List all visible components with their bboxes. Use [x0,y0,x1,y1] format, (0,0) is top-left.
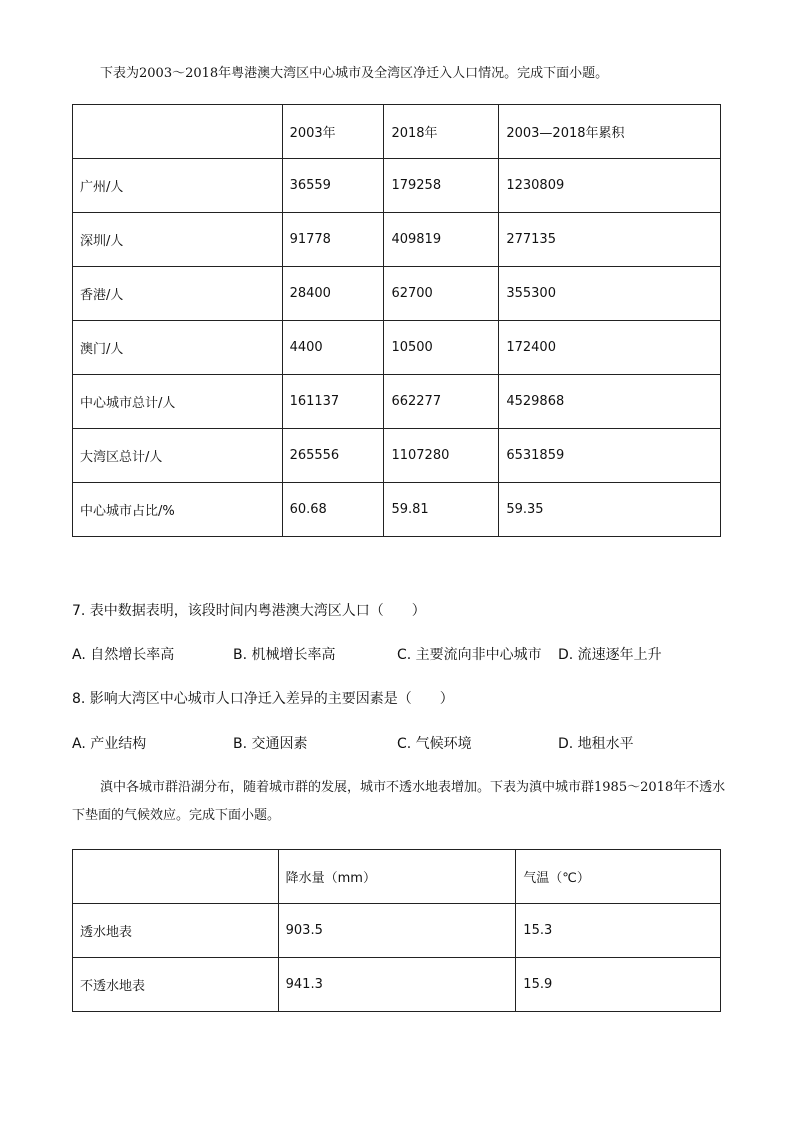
table-row [73,958,721,1012]
question-7-stem: 7. 表中数据表明，该段时间内粤港澳大湾区人口（ ） [72,603,426,619]
table-header-row [73,850,721,904]
option-b[interactable]: B. 交通因素 [233,736,308,752]
table-cell: 59.35 [499,483,721,537]
table-cell: 409819 [384,213,499,267]
table-cell: 662277 [384,375,499,429]
table-cell: 277135 [499,213,721,267]
table-row [73,483,721,537]
option-c[interactable]: C. 气候环境 [397,736,472,752]
table-cell: 172400 [499,321,721,375]
table-row [73,375,721,429]
intro-paragraph-1 [72,60,732,88]
migration-table [72,104,721,537]
row-label: 深圳/人 [73,213,283,267]
option-c[interactable]: C. 主要流向非中心城市 [397,647,542,663]
option-d[interactable]: D. 地租水平 [558,736,634,752]
table-cell: 355300 [499,267,721,321]
table-cell: 62700 [384,267,499,321]
table-cell: 15.3 [516,904,721,958]
table-cell: 179258 [384,159,499,213]
table-cell: 1230809 [499,159,721,213]
table-cell: 941.3 [278,958,516,1012]
intro-paragraph-2 [72,774,732,830]
option-d[interactable]: D. 流速逐年上升 [558,647,662,663]
table-row [73,321,721,375]
table-header-row [73,105,721,159]
table-cell: 4400 [282,321,384,375]
table-cell: 36559 [282,159,384,213]
intro-text-1: 下表为2003～2018年粤港澳大湾区中心城市及全湾区净迁入人口情况。完成下面小题。 [100,66,609,81]
table-cell: 10500 [384,321,499,375]
question-7-options [72,645,732,665]
table-row [73,159,721,213]
row-label: 透水地表 [73,904,279,958]
row-label: 澳门/人 [73,321,283,375]
question-8-options [72,734,732,754]
option-a[interactable]: A. 产业结构 [72,736,147,752]
header-cell [73,105,283,159]
row-label: 广州/人 [73,159,283,213]
row-label: 大湾区总计/人 [73,429,283,483]
option-a[interactable]: A. 自然增长率高 [72,647,175,663]
table-row [73,213,721,267]
table-row [73,904,721,958]
table-row [73,429,721,483]
table-cell: 28400 [282,267,384,321]
header-cell [73,850,279,904]
row-label: 不透水地表 [73,958,279,1012]
table-cell: 4529868 [499,375,721,429]
table-cell: 6531859 [499,429,721,483]
option-b[interactable]: B. 机械增长率高 [233,647,336,663]
table-cell: 15.9 [516,958,721,1012]
table-cell: 1107280 [384,429,499,483]
table-cell: 161137 [282,375,384,429]
table-cell: 59.81 [384,483,499,537]
question-8-stem: 8. 影响大湾区中心城市人口净迁入差异的主要因素是（ ） [72,691,454,707]
header-cell: 2003—2018年累积 [499,105,721,159]
table-cell: 265556 [282,429,384,483]
row-label: 中心城市占比/% [73,483,283,537]
header-cell: 2018年 [384,105,499,159]
row-label: 香港/人 [73,267,283,321]
table-cell: 903.5 [278,904,516,958]
header-cell: 2003年 [282,105,384,159]
table-row [73,267,721,321]
climate-effect-table [72,849,721,1012]
table-cell: 60.68 [282,483,384,537]
intro-text-2: 滇中各城市群沿湖分布，随着城市群的发展，城市不透水地表增加。下表为滇中城市群1985～2018年不透水下垫面的气候效应。完成下面小题。 [72,780,726,823]
header-cell: 气温（℃） [516,850,721,904]
table-cell: 91778 [282,213,384,267]
header-cell: 降水量（mm） [278,850,516,904]
row-label: 中心城市总计/人 [73,375,283,429]
